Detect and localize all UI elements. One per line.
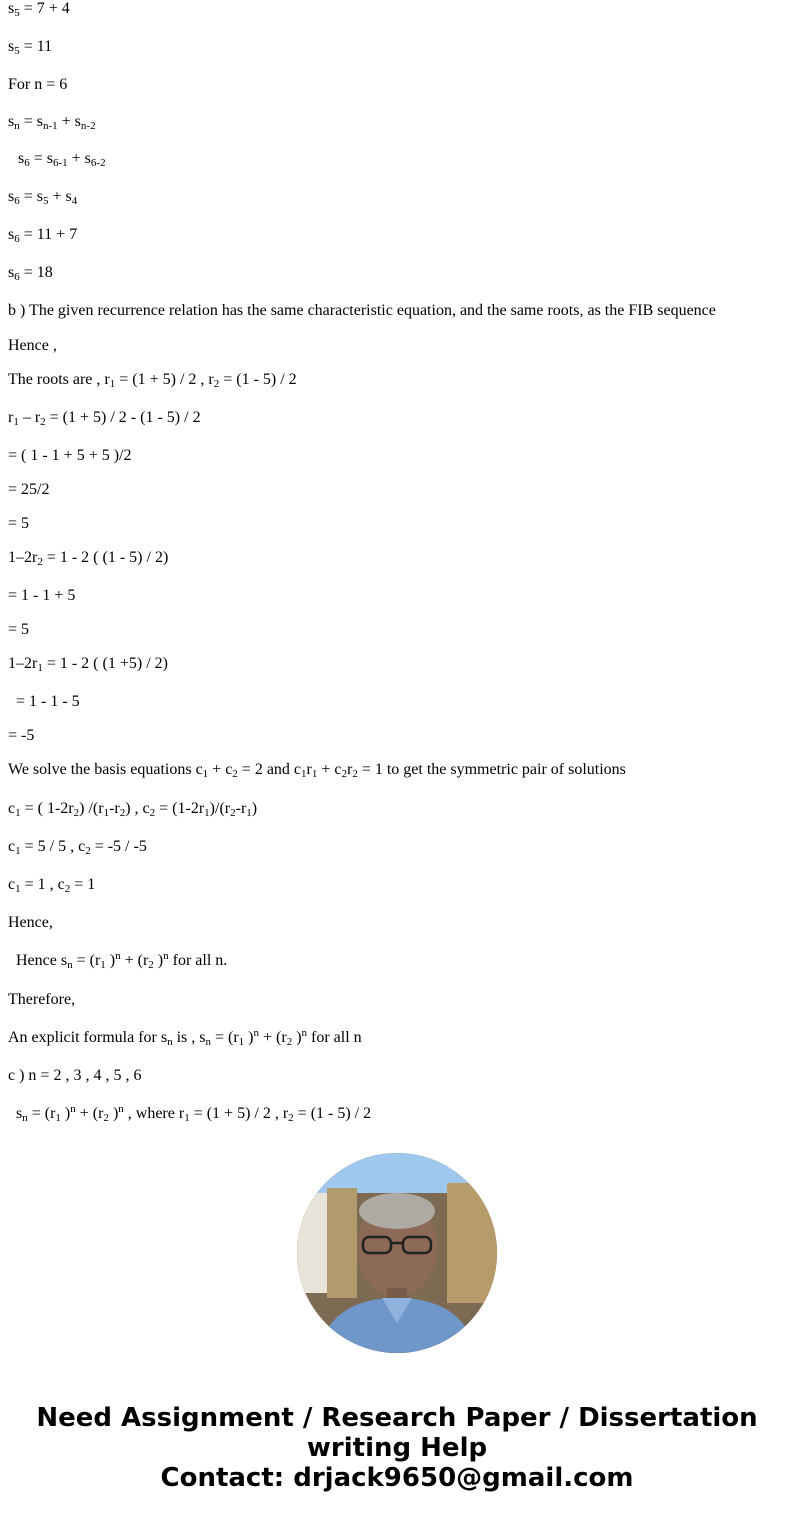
eq-line: $s_6 = 18$ — [8, 264, 53, 283]
eq-line: $1-2r_2 = 1 - 2$ ( (1 - 5) / 2) — [8, 549, 169, 568]
eq-line: = 25/2 — [8, 481, 50, 498]
eq-line: $c_1$ = ( $1-2r_2$) $/(r_1-r_2)$ , $c_2 = (1-2r_1)/(r_2-r_1)$ — [8, 800, 258, 819]
footer-line-1: Need Assignment / Research Paper / Dissertation — [36, 1403, 758, 1433]
text-line: For n = 6 — [8, 76, 68, 93]
eq-line: $s_5 = 7 + 4$ — [8, 0, 70, 19]
author-photo — [297, 1153, 497, 1353]
text-line: c ) n = 2 , 3 , 4 , 5 , 6 — [8, 1067, 142, 1084]
eq-line: = 5 — [8, 621, 30, 638]
eq-line: $c_1 = 5 / 5$ , $c_2 = -5 / -5$ — [8, 838, 147, 857]
eq-line: = 1 - 1 - 5 — [16, 693, 80, 710]
eq-line: $s_6 = 11 + 7$ — [8, 226, 78, 245]
footer-line-2: writing Help — [306, 1433, 488, 1463]
text-line: Therefore, — [8, 991, 76, 1008]
text-line: Hence , — [8, 337, 57, 354]
eq-line: $r_1 - r_2 = (1 + 5) / 2 - (1 - 5) / 2$ — [8, 409, 201, 428]
eq-line: = 1 - 1 + 5 — [8, 587, 76, 604]
eq-line: $s_n = s_{n-1} + s_{n-2}$ — [8, 113, 96, 132]
eq-line: $s_5 = 11$ — [8, 38, 53, 57]
eq-line: = 5 — [8, 515, 30, 532]
eq-line: Hence $s_n = (r_1$ )$^n + (r_2$ )$^n$ for all n. — [16, 950, 228, 971]
eq-line: $c_1 = 1$ , $c_2 = 1$ — [8, 876, 96, 895]
eq-line: $s_6 = s_{6-1} + s_{6-2}$ — [18, 150, 106, 169]
eq-line: An explicit formula for $s_n$ is , $s_n = (r_1$ )$^n + (r_2$ )$^n$ for all n — [8, 1027, 362, 1048]
text-line: b ) The given recurrence relation has the same characteristic equation, and the same roots, as the FIB sequence — [8, 302, 716, 319]
eq-line: = -5 — [8, 727, 35, 744]
text-line: Hence, — [8, 914, 53, 931]
text-line: We solve the basis equations $c_1 + c_2 = 2$ and $c_1r_1 + c_2r_2 = 1$ to get the symmetric pair of solutions — [8, 761, 626, 780]
eq-line: = ( 1 - 1 + 5 + 5 )/2 — [8, 447, 132, 464]
promo-footer — [0, 1403, 794, 1493]
eq-line: $s_6 = s_5 + s_4$ — [8, 188, 78, 207]
eq-line: $s_n = (r_1$ )$^n + (r_2$ )$^n$ , where $r_1 = (1 + 5) / 2$ , $r_2 = (1 - 5) / 2$ — [16, 1103, 372, 1124]
contact-email: Contact: drjack9650@gmail.com — [160, 1463, 634, 1493]
eq-line: The roots are , $r_1 = (1 + 5) / 2$ , $r_2 = (1 - 5) / 2$ — [8, 371, 297, 390]
eq-line: $1-2r_1 = 1 - 2$ ( (1 +5) / 2) — [8, 655, 168, 674]
portrait-image — [297, 1153, 497, 1353]
